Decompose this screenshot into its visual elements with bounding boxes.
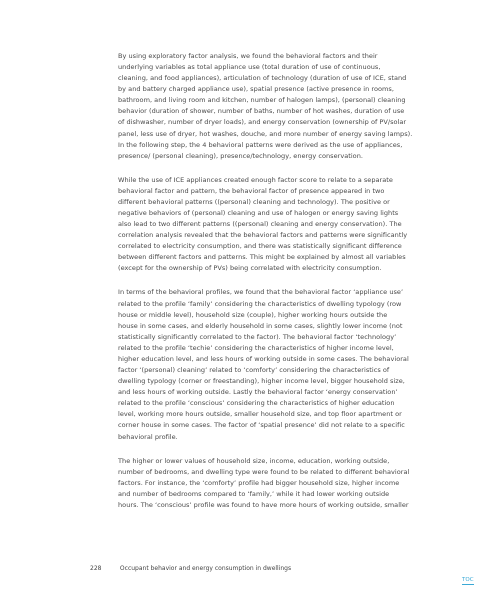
text-line: house in some cases, and elderly household in some cases, slightly lower income (not bbox=[118, 321, 403, 330]
text-line: level, working more hours outside, smaller household size, and top floor apartment or bbox=[118, 410, 402, 419]
text-line: panel, less use of dryer, hot washes, douche, and more number of energy saving lamps). bbox=[118, 129, 413, 138]
text-line: bathroom, and living room and kitchen, number of halogen lamps), (personal) cleaning bbox=[118, 96, 406, 105]
paragraph-behavioral-profiles bbox=[118, 287, 460, 442]
text-line: house or middle level), household size (couple), higher working hours outside the bbox=[118, 310, 388, 319]
text-line: cleaning, and food appliances), articulation of technology (duration of use of ICE, stand bbox=[118, 74, 407, 83]
text-line: (except for the ownership of PVs) being correlated with electricity consumption. bbox=[118, 264, 382, 273]
text-line: by and battery charged appliance use), spatial presence (active presence in rooms, bbox=[118, 85, 394, 94]
paragraph-ice-appliances bbox=[118, 175, 460, 275]
paragraph-household-values bbox=[118, 456, 460, 511]
text-line: The higher or lower values of household size, income, education, working outside, bbox=[118, 456, 390, 465]
text-line: While the use of ICE appliances created enough factor score to relate to a separate bbox=[118, 175, 393, 184]
text-line: number of bedrooms, and dwelling type were found to be related to different behavioral bbox=[118, 467, 410, 476]
text-line: dwelling typology (corner or freestanding), higher income level, bigger household size, bbox=[118, 377, 405, 386]
text-line: correlation analysis revealed that the behavioral factors and patterns were significantly bbox=[118, 231, 408, 240]
page-number: 228 bbox=[90, 565, 102, 572]
text-line: behavioral factor and pattern, the behavioral factor of presence appeared in two bbox=[118, 186, 385, 195]
text-line: behavior (duration of shower, number of baths, number of hot washes, duration of use bbox=[118, 107, 405, 116]
text-line: related to the profile ‘conscious’ considering the characteristics of higher education bbox=[118, 399, 395, 408]
text-line: and number of bedrooms compared to ‘family,’ while it had lower working outside bbox=[118, 489, 390, 498]
toc-link[interactable]: TOC bbox=[462, 577, 474, 583]
text-line: of dishwasher, number of dryer loads), and energy conservation (ownership of PV/solar bbox=[118, 118, 407, 127]
text-line: between different factors and patterns. This might be explained by almost all variables bbox=[118, 253, 406, 262]
text-line: corner house in some cases. The factor of ‘spatial presence’ did not relate to a specific bbox=[118, 421, 405, 430]
text-line: negative behaviors of (personal) cleaning and use of halogen or energy saving lights bbox=[118, 209, 399, 218]
page-footer bbox=[90, 565, 291, 573]
text-line: related to the profile ‘techie’ considering the characteristics of higher income level, bbox=[118, 343, 394, 352]
text-line: underlying variables as total appliance use (total duration of use of continuous, bbox=[118, 63, 381, 72]
main-text bbox=[118, 51, 460, 524]
text-line: correlated to electricity consumption, and there was statistically significant difference bbox=[118, 242, 402, 251]
text-line: By using exploratory factor analysis, we found the behavioral factors and their bbox=[118, 52, 378, 60]
text-line: related to the profile ‘family’ considering the characteristics of dwelling typology (row bbox=[118, 299, 402, 308]
text-line: behavioral profile. bbox=[118, 432, 178, 441]
paragraph-factor-analysis bbox=[118, 51, 460, 162]
text-line: In terms of the behavioral profiles, we found that the behavioral factor ‘appliance use’ bbox=[118, 288, 404, 297]
text-line: factor ‘(personal) cleaning’ related to ‘comforty’ considering the characteristics of bbox=[118, 366, 390, 375]
text-line: statistically significantly correlated to the factor). The behavioral factor ‘technology’ bbox=[118, 332, 397, 341]
text-line: also lead to two different patterns ((personal) cleaning and energy conservation). The bbox=[118, 220, 402, 229]
text-line: factors. For instance, the ‘comforty’ profile had bigger household size, higher income bbox=[118, 478, 400, 487]
text-line: In the following step, the 4 behavioral patterns were derived as the use of appliances, bbox=[118, 140, 403, 149]
text-line: and less hours of working outside. Lastly the behavioral factor ‘energy conservation’ bbox=[118, 388, 398, 397]
running-title: Occupant behavior and energy consumption in dwellings bbox=[119, 565, 292, 572]
text-line: different behavioral patterns ((personal) cleaning and technology). The positive or bbox=[118, 197, 390, 206]
text-line: presence/ (personal cleaning), presence/technology, energy conservation. bbox=[118, 151, 363, 160]
text-line: higher education level, and less hours of working outside in some cases. The behavioral bbox=[118, 354, 409, 363]
text-line: hours. The ‘conscious’ profile was found to have more hours of working outside, smaller bbox=[118, 500, 409, 509]
